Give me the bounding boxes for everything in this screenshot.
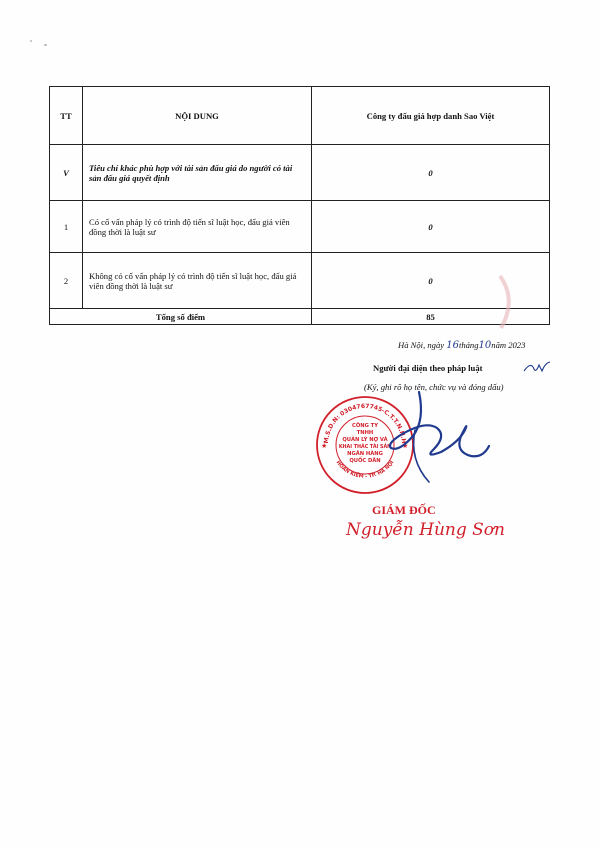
total-value: 85 bbox=[312, 309, 550, 325]
row-tt: 1 bbox=[50, 201, 83, 253]
signer-name: Nguyễn Hùng Sơn bbox=[346, 520, 505, 540]
signature-instruction: (Ký, ghi rõ họ tên, chức vụ và đóng dấu) bbox=[364, 382, 504, 392]
stamp-line: CÔNG TY bbox=[352, 423, 378, 429]
row-score: 0 bbox=[312, 145, 550, 201]
handwritten-signature bbox=[385, 390, 495, 490]
row-tt: V bbox=[50, 145, 83, 201]
stamp-line: TNHH bbox=[356, 430, 374, 436]
faint-stamp-mark bbox=[497, 272, 523, 332]
score-table bbox=[49, 86, 550, 325]
svg-text:★: ★ bbox=[321, 442, 328, 450]
initial-signature bbox=[522, 357, 552, 377]
stamp-line: QUỐC DÂN bbox=[349, 458, 381, 464]
dateline-month-label: tháng bbox=[458, 340, 479, 350]
table-row bbox=[50, 253, 550, 309]
scan-speck bbox=[44, 44, 47, 46]
stamp-line: QUẢN LÝ NỢ VÀ bbox=[342, 437, 388, 443]
stamp-line: KHAI THÁC TÀI SẢN bbox=[338, 445, 392, 450]
svg-text:M.S.D.N: 0304767745-C.T.T.N.H.: M.S.D.N: 0304767745-C.T.T.N.H.H bbox=[322, 402, 408, 444]
total-row bbox=[50, 309, 550, 325]
table-header-row bbox=[50, 87, 550, 145]
header-tt: TT bbox=[50, 87, 83, 145]
dateline-year: năm 2023 bbox=[491, 340, 526, 350]
signer-title: GIÁM ĐỐC bbox=[372, 503, 436, 517]
scan-speck bbox=[30, 40, 32, 42]
svg-text:★: ★ bbox=[402, 442, 409, 450]
svg-text:HOÀN KIẾM - TP. HÀ NỘI: HOÀN KIẾM - TP. HÀ NỘI bbox=[334, 459, 396, 480]
dateline bbox=[398, 340, 525, 351]
table-row bbox=[50, 145, 550, 201]
header-company: Công ty đấu giá hợp danh Sao Việt bbox=[312, 87, 550, 145]
row-score: 0 bbox=[312, 201, 550, 253]
table-row bbox=[50, 201, 550, 253]
representative-label: Người đại diện theo pháp luật bbox=[373, 363, 483, 373]
row-content: Tiêu chí khác phù hợp với tài sản đấu giá do người có tài sản đấu giá quyết định bbox=[83, 145, 312, 201]
row-content: Không có cố vấn pháp lý có trình độ tiến sĩ luật học, đấu giá viên đồng thời là luật sư bbox=[83, 253, 312, 309]
total-label: Tổng số điểm bbox=[50, 309, 312, 325]
date-day: 16 bbox=[446, 340, 459, 351]
stamp-line: NGÂN HÀNG bbox=[347, 451, 383, 457]
row-tt: 2 bbox=[50, 253, 83, 309]
row-score: 0 bbox=[312, 253, 550, 309]
date-month: 10 bbox=[478, 340, 492, 351]
header-noi-dung: NỘI DUNG bbox=[83, 87, 312, 145]
dateline-prefix: Hà Nội, ngày bbox=[398, 340, 447, 350]
row-content: Có cố vấn pháp lý có trình độ tiến sĩ luật học, đấu giá viên đồng thời là luật sư bbox=[83, 201, 312, 253]
